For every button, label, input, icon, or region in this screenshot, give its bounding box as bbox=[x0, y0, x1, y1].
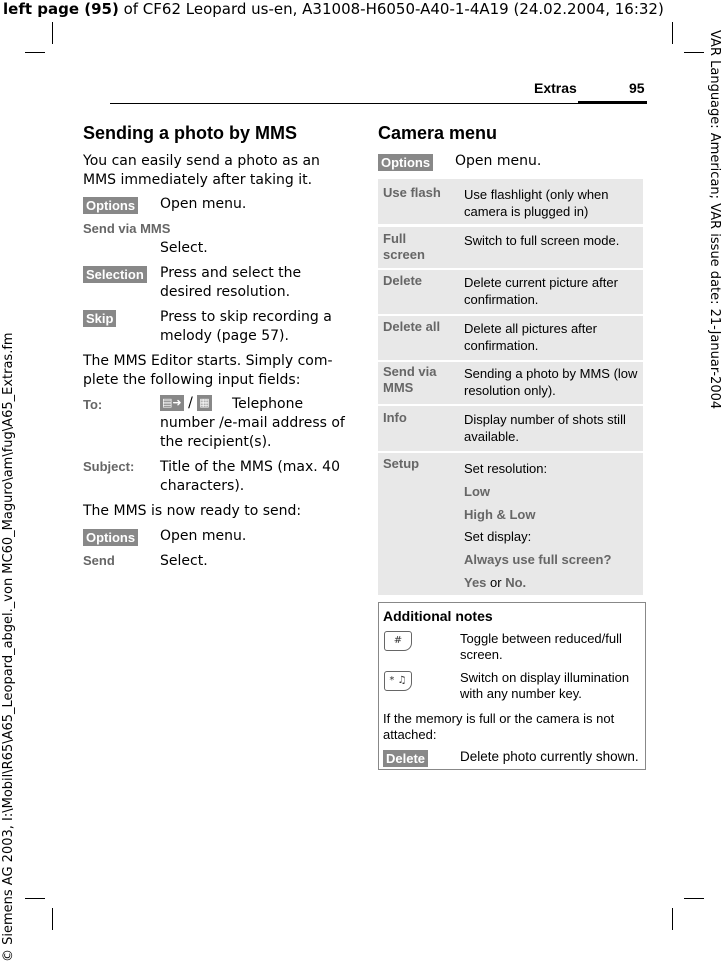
crop-mark bbox=[684, 52, 704, 53]
setup-line: Set resolution: bbox=[464, 461, 548, 476]
header-rule bbox=[110, 103, 647, 104]
row-desc: Switch to full screen mode. bbox=[464, 233, 620, 248]
selection-desc: Press and select the desired resolution. bbox=[160, 265, 302, 300]
to-label: To: bbox=[83, 397, 103, 412]
crop-mark bbox=[672, 908, 673, 930]
setup-term: Setup bbox=[383, 456, 420, 471]
header-rule-tab bbox=[578, 101, 647, 104]
row-term: Full screen bbox=[383, 231, 425, 262]
camera-menu-row bbox=[378, 227, 643, 268]
subject-desc: Title of the MMS (max. 40 characters). bbox=[160, 459, 340, 494]
subject-label: Subject: bbox=[83, 459, 135, 474]
row-desc: Delete all pictures after confirmation. bbox=[464, 321, 597, 353]
setup-or: or bbox=[486, 574, 506, 590]
intro-paragraph: You can easily send a photo as an MMS immediately after taking it. bbox=[83, 153, 320, 188]
setup-desc bbox=[464, 458, 639, 595]
camera-menu-row bbox=[378, 406, 643, 451]
options-key-label: Options bbox=[83, 197, 138, 214]
crop-mark bbox=[672, 22, 673, 44]
ready-paragraph: The MMS is now ready to send: bbox=[83, 503, 302, 519]
row-desc: Use flashlight (only when camera is plugged in) bbox=[464, 187, 609, 219]
memory-text: If the memory is full or the camera is not attached: bbox=[383, 711, 615, 742]
send-term: Send bbox=[83, 553, 115, 568]
camera-menu-row-setup bbox=[378, 453, 643, 595]
skip-desc: Press to skip recording a melody (page 57). bbox=[160, 309, 332, 344]
crop-mark bbox=[25, 52, 45, 53]
notes-title: Additional notes bbox=[383, 608, 493, 624]
selection-key-label: Selection bbox=[83, 266, 147, 283]
right-margin-text: VAR Language: American; VAR issue date: 21-Januar-2004 bbox=[707, 30, 722, 410]
crop-mark bbox=[52, 908, 53, 930]
to-separator: / bbox=[188, 395, 193, 411]
setup-option-full-screen: Always use full screen? bbox=[464, 552, 612, 568]
phonebook-icon: ▤➜ bbox=[162, 396, 182, 409]
keypad-icon: ▦ bbox=[199, 396, 210, 409]
left-margin-text: © Siemens AG 2003, I:\Mobil\R65\A65_Leopard_abgel._von MC60_Maguro\am\fug\A65_Extras.fm bbox=[1, 332, 16, 962]
print-header bbox=[3, 0, 664, 18]
send-desc: Select. bbox=[160, 553, 208, 569]
to-desc: Telephone number /e-mail address of the recipient(s). bbox=[160, 396, 345, 450]
crop-mark bbox=[52, 22, 53, 44]
crop-mark bbox=[684, 898, 704, 899]
setup-yes: Yes bbox=[464, 574, 487, 590]
camera-menu-row bbox=[378, 270, 643, 314]
selection-key bbox=[83, 264, 147, 283]
skip-key bbox=[83, 308, 116, 327]
hash-key-icon: # bbox=[384, 631, 412, 651]
editor-paragraph: The MMS Editor starts. Simply com-plete the following input fields: bbox=[83, 353, 333, 388]
row-term: Info bbox=[383, 410, 407, 425]
print-header-bold: left page (95) bbox=[3, 0, 119, 18]
setup-option-low: Low bbox=[464, 483, 490, 499]
camera-menu-row bbox=[378, 316, 643, 360]
setup-line: Set display: bbox=[464, 529, 532, 545]
camera-menu-row bbox=[378, 362, 643, 404]
options-desc-1: Open menu. bbox=[160, 196, 247, 212]
row-term: Use flash bbox=[383, 185, 441, 200]
camera-menu-title: Camera menu bbox=[378, 123, 498, 143]
star-key-desc: Switch on display illumination with any number key. bbox=[460, 670, 630, 701]
hash-key-desc: Toggle between reduced/full screen. bbox=[460, 631, 622, 662]
row-term: Send via MMS bbox=[383, 364, 437, 395]
setup-yes-no bbox=[464, 572, 639, 595]
camera-menu-row bbox=[378, 179, 643, 224]
send-via-mms-desc: Select. bbox=[160, 240, 208, 256]
delete-key bbox=[383, 748, 428, 767]
send-via-mms-term: Send via MMS bbox=[83, 221, 171, 236]
row-term: Delete bbox=[383, 273, 423, 288]
additional-notes-box bbox=[378, 602, 646, 770]
row-term: Delete all bbox=[383, 319, 441, 334]
options-key-2 bbox=[83, 527, 138, 546]
page-section-title: Extras bbox=[534, 80, 577, 96]
left-section-title: Sending a photo by MMS bbox=[83, 123, 297, 143]
options-key-label: Options bbox=[83, 529, 138, 546]
setup-option-high-low: High & Low bbox=[464, 506, 536, 522]
options-desc-2: Open menu. bbox=[160, 528, 247, 544]
row-desc: Display number of shots still available. bbox=[464, 412, 626, 444]
setup-no: No. bbox=[505, 574, 527, 590]
camera-options-desc: Open menu. bbox=[455, 153, 542, 169]
options-key-label: Options bbox=[378, 154, 433, 171]
print-header-rest: of CF62 Leopard us-en, A31008-H6050-A40-1-4A19 (24.02.2004, 16:32) bbox=[118, 0, 664, 18]
star-key-icon: * ♫ bbox=[384, 671, 412, 691]
crop-mark bbox=[25, 898, 45, 899]
camera-options-key bbox=[378, 152, 433, 171]
delete-key-desc: Delete photo currently shown. bbox=[460, 749, 639, 764]
skip-key-label: Skip bbox=[83, 310, 116, 327]
row-desc: Sending a photo by MMS (low resolution only). bbox=[464, 366, 638, 398]
row-desc: Delete current picture after confirmation. bbox=[464, 275, 618, 307]
options-key-1 bbox=[83, 195, 138, 214]
page-number: 95 bbox=[629, 80, 645, 96]
delete-key-label: Delete bbox=[383, 750, 428, 767]
